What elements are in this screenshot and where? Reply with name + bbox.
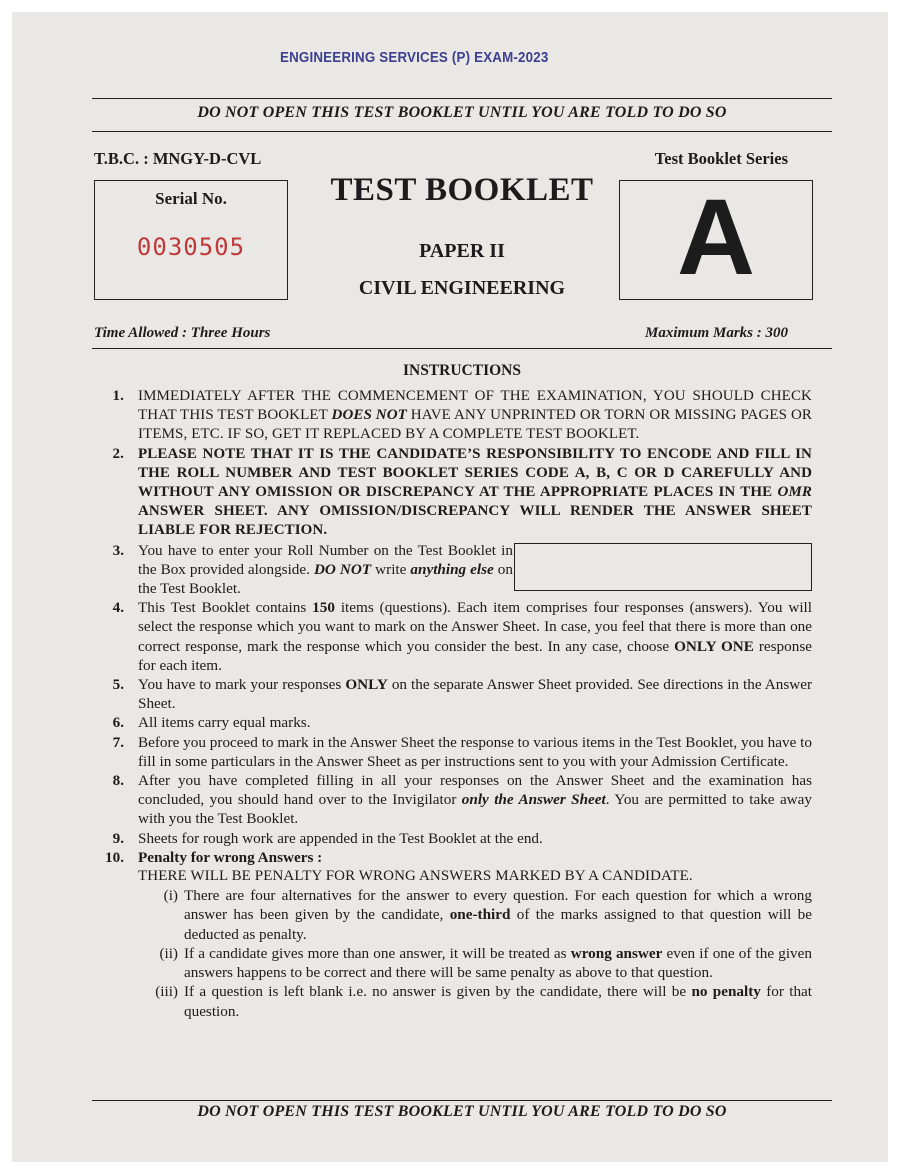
series-label: Test Booklet Series [654, 149, 788, 168]
page-title: TEST BOOKLET [330, 172, 594, 208]
paper-label: PAPER II [419, 240, 505, 262]
serial-label: Serial No. [155, 189, 227, 208]
instruction-item-penalty: 10. Penalty for wrong Answers : THERE WILL BE PENALTY FOR WRONG ANSWERS MARKED BY A CANDIDATE. (i) There are four alternatives for the answer to every question. For each question for which a wrong answer has been given by the candidate, one-third of the marks assigned to that question will be deducted as penalty. (ii) If a candidate gives more than one answer, it will be treated as wrong answer even if one of the given answers happens to be correct and there will be same penalty as above to that question. (iii) If a question is left blank i.e. no answer is given by the candidate, there will be no penalty for that question. [105, 848, 813, 1020]
serial-number-box [94, 180, 288, 300]
penalty-subitem: (ii) If a candidate gives more than one answer, it will be treated as wrong answer even if one of the given answers happens to be correct and there will be same penalty as above to that question. [159, 944, 812, 982]
penalty-intro: THERE WILL BE PENALTY FOR WRONG ANSWERS MARKED BY A CANDIDATE. [138, 868, 693, 885]
series-letter: A [677, 176, 755, 297]
top-rule-lower [92, 131, 832, 132]
instruction-item: 1. IMMEDIATELY AFTER THE COMMENCEMENT OF THE EXAMINATION, YOU SHOULD CHECK THAT THIS TEST BOOKLET DOES NOT HAVE ANY UNPRINTED OR TORN OR MISSING PAGES OR ITEMS, ETC. IF SO, GET IT REPLACED BY A COMPLETE TEST BOOKLET. [112, 388, 813, 443]
time-allowed: Time Allowed : Three Hours [94, 325, 271, 341]
exam-stamp: ENGINEERING SERVICES (P) EXAM-2023 [280, 50, 549, 66]
bottom-rule [92, 1100, 832, 1101]
top-rule [92, 98, 832, 99]
penalty-subitem: (iii) If a question is left blank i.e. no answer is given by the candidate, there will be no penalty for that question. [155, 983, 813, 1020]
instruction-item: 6. All items carry equal marks. [112, 714, 311, 732]
top-warning-banner: DO NOT OPEN THIS TEST BOOKLET UNTIL YOU ARE TOLD TO DO SO [197, 104, 727, 121]
instruction-item: 2. PLEASE NOTE THAT IT IS THE CANDIDATE’S RESPONSIBILITY TO ENCODE AND FILL IN THE ROLL NUMBER AND TEST BOOKLET SERIES CODE A, B, C OR D CAREFULLY AND WITHOUT ANY OMISSION OR DISCREPANCY AT THE APPROPRIATE PLACES IN THE OMR ANSWER SHEET. ANY OMISSION/DISCREPANCY WILL RENDER THE ANSWER SHEET LIABLE FOR REJECTION. [112, 445, 812, 539]
maximum-marks: Maximum Marks : 300 [645, 325, 788, 341]
instruction-item: 3. You have to enter your Roll Number on the Test Booklet in the Box provided alongside. DO NOT write anything else on the Test Booklet. [96, 541, 812, 599]
instructions-heading: INSTRUCTIONS [402, 362, 521, 379]
penalty-title: Penalty for wrong Answers : [138, 848, 323, 866]
instruction-item: 4. This Test Booklet contains 150 items (questions). Each item comprises four responses (answers). You will select the response which you want to mark on the Answer Sheet. In case, you feel that there is more than one correct response, mark the response which you consider the best. In any case, choose ONLY ONE response for each item. [112, 599, 812, 674]
tbc-code: T.B.C. : MNGY-D-CVL [94, 149, 262, 168]
serial-number: 0030505 [136, 233, 246, 261]
instruction-item: 7. Before you proceed to mark in the Answer Sheet the response to various items in the Test Booklet, you have to fill in some particulars in the Answer Sheet as per instructions sent to you with your Admission Certificate. [112, 733, 812, 770]
subject-label: CIVIL ENGINEERING [358, 277, 566, 299]
instruction-item: 5. You have to mark your responses ONLY on the separate Answer Sheet provided. See directions in the Answer Sheet. [112, 676, 813, 713]
header-divider [92, 348, 832, 349]
booklet-cover-page [12, 12, 888, 1162]
bottom-warning-banner: DO NOT OPEN THIS TEST BOOKLET UNTIL YOU ARE TOLD TO DO SO [197, 1103, 727, 1120]
penalty-subitem: (i) There are four alternatives for the answer to every question. For each question for which a wrong answer has been given by the candidate, one-third of the marks assigned to that question will be deducted as penalty. [163, 887, 813, 943]
series-letter-box [619, 176, 813, 300]
instruction-item: 9. Sheets for rough work are appended in the Test Booklet at the end. [112, 829, 543, 847]
roll-number-box[interactable] [514, 543, 812, 591]
instructions-list [96, 387, 812, 1021]
instruction-item: 8. After you have completed filling in all your responses on the Answer Sheet and the examination has concluded, you should hand over to the Invigilator only the Answer Sheet. You are permitted to take away with you the Test Booklet. [112, 772, 812, 828]
